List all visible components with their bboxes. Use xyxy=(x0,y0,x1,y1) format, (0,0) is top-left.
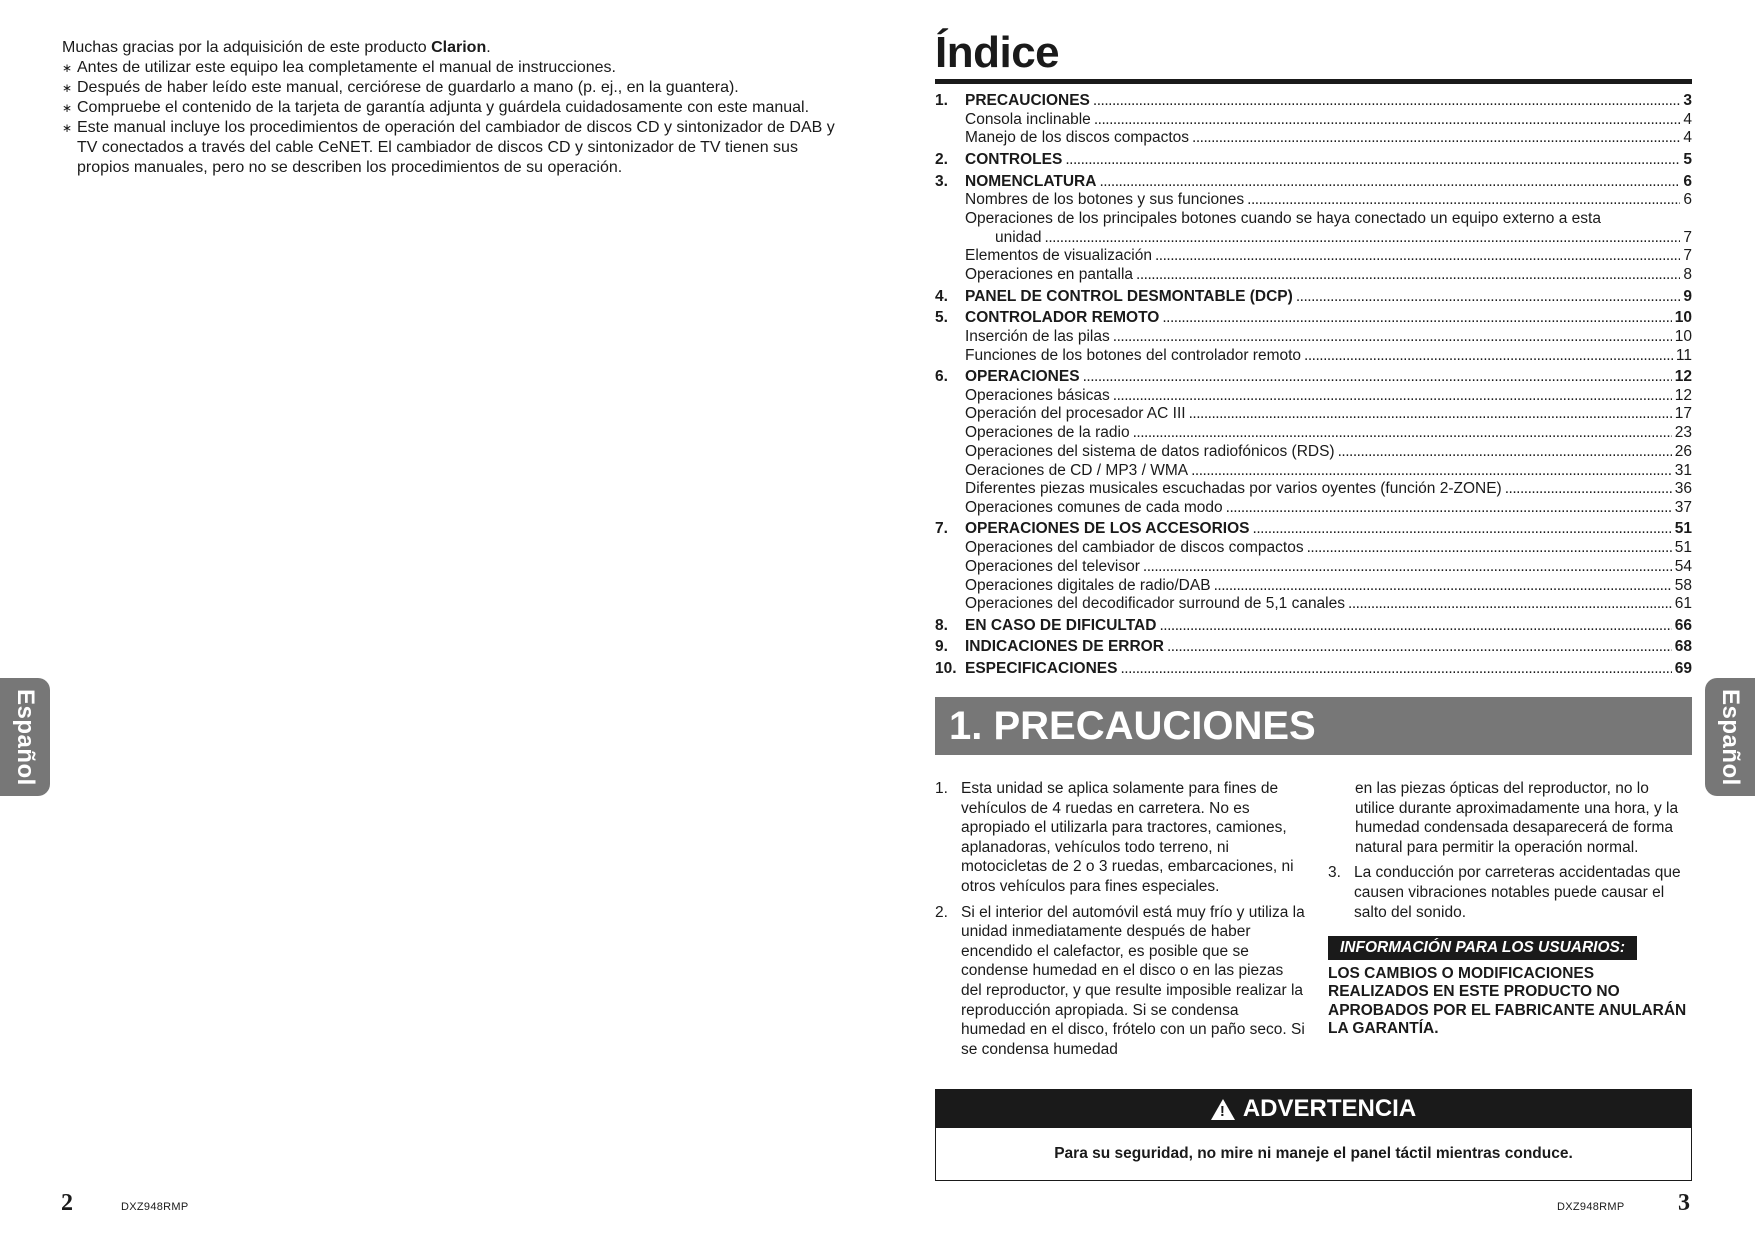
toc-entry-dcp[interactable]: 4. PANEL DE CONTROL DESMONTABLE (DCP) . . . 9 xyxy=(935,288,1692,307)
toc-subentry[interactable]: Nombres de los botones y sus funciones . . . 6 xyxy=(935,191,1692,210)
language-tab-right: Español xyxy=(1705,678,1755,796)
toc-subentry[interactable]: Operaciones en pantalla . . . 8 xyxy=(935,266,1692,285)
precaution-item: 2. Si el interior del automóvil está muy frío y utiliza la unidad inmediatamente después de haber encendido el calefactor, es posible que se condense humedad en el disco o en las piezas del reproductor, y que resulte imposible realizar la reproducción apropiada. Si se condensa humedad en el disco, frótelo con un paño seco. Si se condensa humedad xyxy=(935,903,1305,1058)
user-info-text: LOS CAMBIOS O MODIFICACIONES REALIZADOS EN ESTE PRODUCTO NO APROBADOS POR EL FABRICANTE ANULARÁN LA GARANTÍA. xyxy=(1328,964,1687,1038)
toc-entry-operaciones[interactable]: 6. OPERACIONES . . . 12 xyxy=(935,368,1692,387)
intro-bullet: ∗ Compruebe el contenido de la tarjeta de garantía adjunta y guárdela cuidadosamente con este manual. xyxy=(62,98,842,118)
toc-subentry[interactable]: Operaciones del cambiador de discos compactos . . . 51 xyxy=(935,539,1692,558)
precautions-column-left xyxy=(935,779,1305,1065)
intro-bullet: ∗ Antes de utilizar este equipo lea completamente el manual de instrucciones. xyxy=(62,58,842,78)
toc-entry-accesorios[interactable]: 7. OPERACIONES DE LOS ACCESORIOS . . . 51 xyxy=(935,520,1692,539)
toc-subentry[interactable]: Oeraciones de CD / MP3 / WMA . . . 31 xyxy=(935,462,1692,481)
toc-subentry-wrapped[interactable]: Operaciones de los principales botones cuando se haya conectado un equipo externo a esta xyxy=(965,209,1601,227)
title-rule xyxy=(935,79,1692,84)
page-number-left: 2 xyxy=(61,1190,73,1216)
toc-entry-error[interactable]: 9. INDICACIONES DE ERROR . . . 68 xyxy=(935,638,1692,657)
toc-subentry[interactable]: Consola inclinable . . . 4 xyxy=(935,111,1692,130)
precaution-item-continued: en las piezas ópticas del reproductor, no lo utilice durante aproximadamente una hora, y la humedad condensada desaparecerá de forma natural para permitir la operación normal. xyxy=(1355,780,1679,856)
toc-entry-controlador-remoto[interactable]: 5. CONTROLADOR REMOTO . . . 10 xyxy=(935,309,1692,328)
toc-subentry[interactable]: Funciones de los botones del controlador remoto . . . 11 xyxy=(935,347,1692,366)
toc-entry-precauciones[interactable]: 1. PRECAUCIONES . . . 3 xyxy=(935,92,1692,111)
toc-subentry[interactable]: Operaciones del sistema de datos radiofónicos (RDS) . . . 26 xyxy=(935,443,1692,462)
toc-entry-controles[interactable]: 2. CONTROLES . . . 5 xyxy=(935,151,1692,170)
warning-triangle-icon xyxy=(1211,1099,1235,1120)
index-title: Índice xyxy=(935,28,1060,77)
warning-header xyxy=(936,1090,1691,1128)
toc-subentry[interactable]: Operaciones digitales de radio/DAB . . . 58 xyxy=(935,577,1692,596)
language-tab-left: Español xyxy=(0,678,50,796)
intro-section xyxy=(62,38,842,178)
toc-subentry[interactable]: Operaciones del televisor . . . 54 xyxy=(935,558,1692,577)
page-number-right: 3 xyxy=(1678,1190,1690,1216)
model-number-left: DXZ948RMP xyxy=(121,1201,189,1213)
toc-subentry[interactable]: Manejo de los discos compactos . . . 4 xyxy=(935,129,1692,148)
warning-text: Para su seguridad, no mire ni maneje el panel táctil mientras conduce. xyxy=(1054,1145,1573,1162)
toc-subentry[interactable]: Operaciones del decodificador surround de 5,1 canales . . . 61 xyxy=(935,595,1692,614)
toc-subentry-wrapped-cont[interactable]: unidad . . . 7 xyxy=(935,229,1692,248)
toc-subentry[interactable]: Inserción de las pilas . . . 10 xyxy=(935,328,1692,347)
precautions-column-right xyxy=(1328,779,1692,1039)
toc-subentry[interactable]: Operaciones de la radio . . . 23 xyxy=(935,424,1692,443)
toc-entry-nomenclatura[interactable]: 3. NOMENCLATURA . . . 6 xyxy=(935,173,1692,192)
toc-subentry[interactable]: Operaciones comunes de cada modo . . . 37 xyxy=(935,499,1692,518)
brand-name: Clarion xyxy=(431,39,487,56)
warning-title: ADVERTENCIA xyxy=(1242,1095,1417,1122)
intro-thanks: Muchas gracias por la adquisición de este producto Clarion. xyxy=(62,39,491,56)
warning-box xyxy=(935,1089,1692,1181)
intro-bullet: ∗ Después de haber leído este manual, cerciórese de guardarlo a mano (p. ej., en la guantera). xyxy=(62,78,842,98)
toc-entry-dificultad[interactable]: 8. EN CASO DE DIFICULTAD . . . 66 xyxy=(935,617,1692,636)
precaution-item: 3. La conducción por carreteras accidentadas que causen vibraciones notables puede causar el salto del sonido. xyxy=(1328,864,1681,921)
model-number-right: DXZ948RMP xyxy=(1557,1201,1625,1213)
toc-subentry[interactable]: Operaciones básicas . . . 12 xyxy=(935,387,1692,406)
precaution-item: 1. Esta unidad se aplica solamente para fines de vehículos de 4 ruedas en carretera. No es apropiado el utilizarla para tractores, camiones, aplanadoras, vehículos todo terreno, ni motocicletas de 2 o 3 ruedas, embarcaciones, ni otros vehículos para fines especiales. xyxy=(935,780,1294,895)
user-info-label: INFORMACIÓN PARA LOS USUARIOS: xyxy=(1328,936,1637,960)
section-heading-precauciones: 1. PRECAUCIONES xyxy=(935,697,1692,755)
toc-subentry[interactable]: Diferentes piezas musicales escuchadas por varios oyentes (función 2-ZONE) . . . 36 xyxy=(935,480,1692,499)
intro-bullet: ∗ Este manual incluye los procedimientos de operación del cambiador de discos CD y sintonizador de DAB y TV conectados a través del cable CeNET. El cambiador de discos CD y sintonizador de TV tienen sus propios manuales, pero no se describen los procedimientos de su operación. xyxy=(62,118,837,178)
toc-subentry[interactable]: Operación del procesador AC III . . . 17 xyxy=(935,405,1692,424)
table-of-contents xyxy=(935,92,1692,679)
toc-entry-especificaciones[interactable]: 10. ESPECIFICACIONES . . . 69 xyxy=(935,660,1692,679)
toc-subentry[interactable]: Elementos de visualización . . . 7 xyxy=(935,247,1692,266)
